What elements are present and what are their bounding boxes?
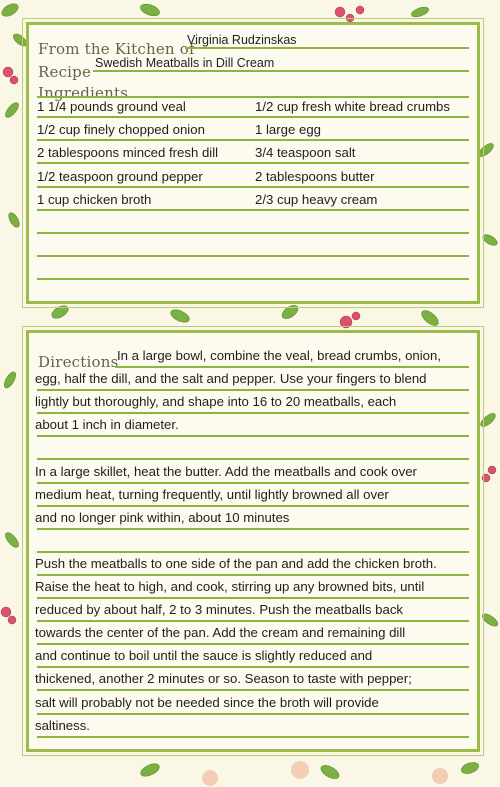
ingredient-right: 1/2 cup fresh white bread crumbs (255, 99, 450, 114)
direction-line: Raise the heat to high, and cook, stirring up any browned bits, until (35, 579, 425, 594)
direction-line: lightly but thoroughly, and shape into 16 to 20 meatballs, each (35, 394, 397, 410)
ingredient-rule (37, 209, 469, 211)
direction-line: Push the meatballs to one side of the pan and add the chicken broth. (35, 555, 437, 571)
ingredient-rule (37, 186, 469, 188)
direction-line: In a large bowl, combine the veal, bread crumbs, onion, (117, 348, 442, 363)
direction-rule (37, 574, 469, 576)
direction-rule (37, 689, 469, 691)
direction-rule (37, 389, 469, 391)
direction-line: egg, half the dill, and the salt and pepper. Use your fingers to blend (35, 371, 427, 387)
direction-line: thickened, another 2 minutes or so. Season to taste with pepper; (35, 671, 412, 687)
ingredient-left: 2 tablespoons minced fresh dill (37, 145, 219, 161)
ingredient-right: 1 large egg (255, 122, 321, 138)
directions-card (26, 330, 480, 752)
ingredient-right: 2/3 cup heavy cream (255, 191, 378, 207)
ingredients-rule (37, 96, 469, 98)
direction-line: towards the center of the pan. Add the cream and remaining dill (35, 625, 406, 641)
recipe-name: Swedish Meatballs in Dill Cream (95, 56, 275, 70)
from-kitchen-label: From the Kitchen of (38, 40, 195, 58)
direction-rule (115, 366, 469, 368)
ingredient-right: 2 tablespoons butter (255, 168, 375, 184)
ingredient-rule (37, 255, 469, 257)
direction-rule (37, 482, 469, 484)
direction-rule (37, 597, 469, 599)
direction-line: medium heat, turning frequently, until lightly browned all over (35, 486, 389, 502)
recipe-label: Recipe (38, 63, 92, 81)
direction-rule (37, 528, 469, 530)
ingredients-label: Ingredients (38, 84, 129, 102)
direction-rule (37, 458, 469, 460)
direction-rule (37, 643, 469, 645)
ingredient-rule (37, 116, 469, 118)
direction-line: and continue to boil until the sauce is slightly reduced and (35, 648, 373, 664)
ingredient-rule (37, 162, 469, 164)
author-rule (185, 47, 469, 49)
direction-rule (37, 435, 469, 437)
direction-line: about 1 inch in diameter. (35, 417, 179, 433)
recipe-header-card (26, 22, 480, 304)
direction-rule (37, 505, 469, 507)
ingredient-left: 1/2 teaspoon ground pepper (37, 168, 203, 184)
direction-line: reduced by about half, 2 to 3 minutes. Push the meatballs back (35, 602, 404, 618)
ingredient-rule (37, 278, 469, 280)
direction-rule (37, 713, 469, 715)
directions-label: Directions (38, 353, 119, 371)
ingredient-right: 3/4 teaspoon salt (255, 145, 356, 161)
direction-line: In a large skillet, heat the butter. Add the meatballs and cook over (35, 463, 417, 479)
direction-line: and no longer pink within, about 10 minutes (35, 509, 290, 525)
direction-rule (37, 412, 469, 414)
direction-line: salt will probably not be needed since the broth will provide (35, 694, 379, 710)
direction-rule (37, 736, 469, 738)
ingredient-left: 1/2 cup finely chopped onion (37, 122, 205, 138)
direction-line: saltiness. (35, 717, 90, 733)
ingredient-left: 1 cup chicken broth (37, 191, 152, 207)
direction-rule (37, 666, 469, 668)
ingredient-rule (37, 139, 469, 141)
recipe-rule (93, 70, 469, 72)
direction-rule (37, 551, 469, 553)
author-name: Virginia Rudzinskas (187, 33, 297, 47)
direction-rule (37, 620, 469, 622)
ingredient-rule (37, 232, 469, 234)
ingredient-left: 1 1/4 pounds ground veal (37, 99, 186, 114)
